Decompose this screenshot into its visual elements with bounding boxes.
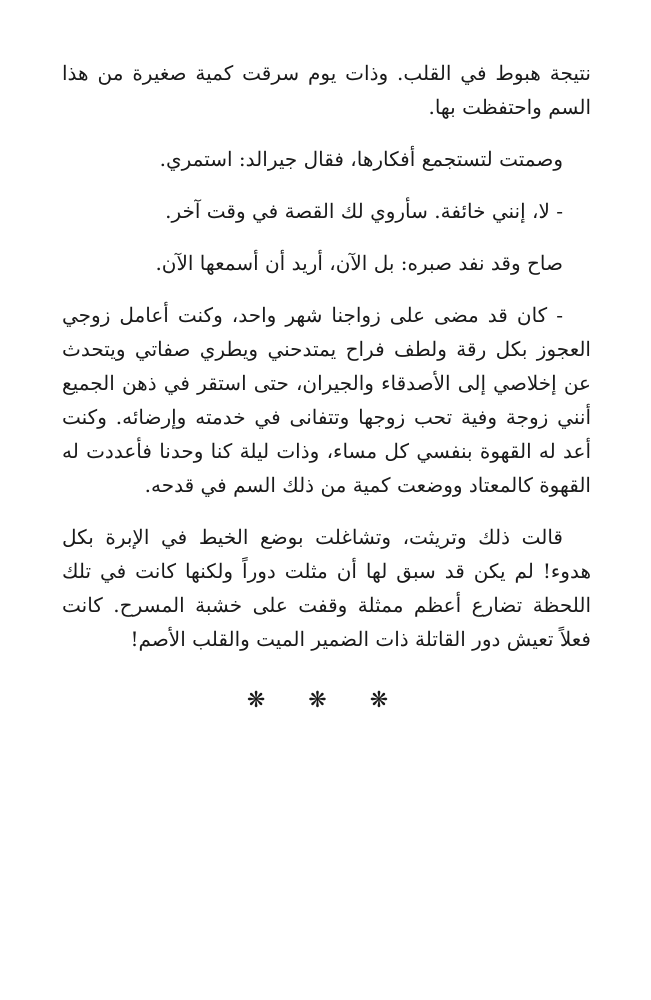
paragraph-6: قالت ذلك وتريثت، وتشاغلت بوضع الخيط في الإبرة بكل هدوء! لم يكن قد سبق لها أن مثلت دوراً ولكنها كانت في تلك اللحظة تضارع أعظم ممثلة وقفت على خشبة المسرح. كانت فعلاً تعيش دور القاتلة ذات الضمير الميت والقلب الأصم!: [62, 525, 591, 651]
paragraph-2: وصمتت لتستجمع أفكارها، فقال جيرالد: استمري.: [159, 147, 563, 171]
paragraph-5: - كان قد مضى على زواجنا شهر واحد، وكنت أعامل زوجي العجوز بكل رقة ولطف فراح يمتدحني ويطري صفاتي ويتحدث عن إخلاصي إلى الأصدقاء والجيران، حتى استقر في ذهن الجميع أنني زوجة وفية تحب زوجها وتتفانى في خدمته وإرضائه. وكنت أعد له القهوة بنفسي كل مساء، وذات ليلة كنا وحدنا فأعددت له القهوة كالمعتاد ووضعت كمية من ذلك السم في قدحه.: [62, 303, 591, 497]
paragraph-4: صاح وقد نفد صبره: بل الآن، أريد أن أسمعها الآن.: [155, 251, 563, 275]
book-page: [62, 56, 591, 718]
paragraph-3: - لا، إنني خائفة. سأروي لك القصة في وقت آخر.: [165, 199, 563, 223]
paragraph-1: نتيجة هبوط في القلب. وذات يوم سرقت كمية صغيرة من هذا السم واحتفظت بها.: [62, 61, 591, 119]
section-separator: ❋ ❋ ❋: [246, 688, 407, 713]
